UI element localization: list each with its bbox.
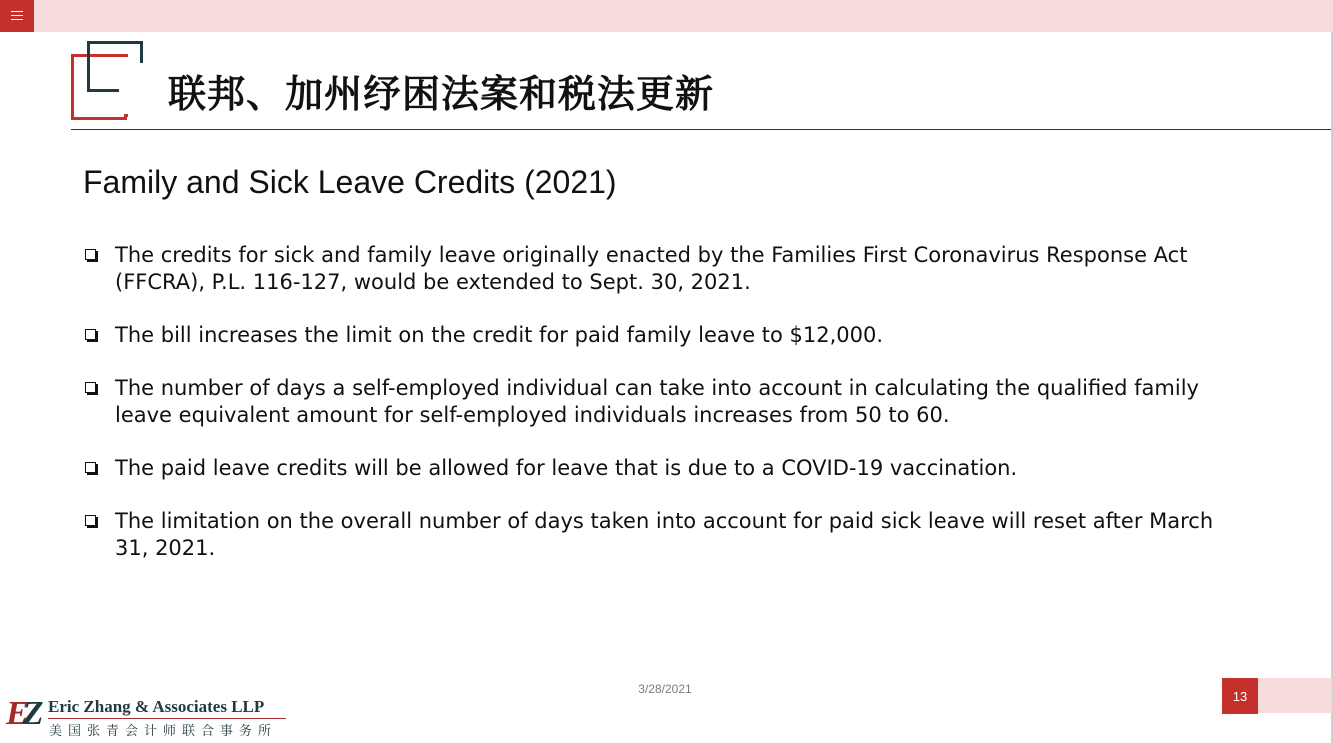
bullet-text: The credits for sick and family leave originally enacted by the Families First Coronavirus Response Act (FFCRA), P.L. 116-127, would be extended to Sept. 30, 2021. xyxy=(115,243,1188,294)
bullet-item xyxy=(84,508,1234,562)
square-bullet-icon xyxy=(85,515,96,526)
title-frame-dark-decoration xyxy=(87,41,142,92)
bullet-text: The limitation on the overall number of days taken into account for paid sick leave will reset after March 31, 2021. xyxy=(115,509,1214,560)
bullet-item xyxy=(84,455,1234,482)
square-bullet-icon xyxy=(85,462,96,473)
square-bullet-icon xyxy=(85,382,96,393)
menu-button[interactable] xyxy=(0,0,34,32)
firm-name-divider xyxy=(48,718,286,719)
bullet-text: The number of days a self-employed individual can take into account in calculating the qualified family leave equivalent amount for self-employed individuals increases from 50 to 60. xyxy=(115,376,1199,427)
firm-name: Eric Zhang & Associates LLP xyxy=(48,697,265,716)
slide-heading: Family and Sick Leave Credits (2021) xyxy=(83,164,617,200)
hamburger-menu-icon xyxy=(11,11,23,21)
bullet-item xyxy=(84,322,1234,349)
bullet-text: The bill increases the limit on the credit for paid family leave to $12,000. xyxy=(115,323,884,347)
title-frame-dark-decoration xyxy=(140,41,143,63)
page-title: 联邦、加州纾困法案和税法更新 xyxy=(168,72,715,116)
bullet-item xyxy=(84,242,1234,296)
bullet-text: The paid leave credits will be allowed for leave that is due to a COVID-19 vaccination. xyxy=(115,456,1018,480)
square-bullet-icon xyxy=(85,329,96,340)
firm-name-chinese: 美国张青会计师联合事务所 xyxy=(49,724,278,739)
title-divider xyxy=(71,129,1331,130)
footer-date: 3/28/2021 xyxy=(638,682,692,696)
firm-logo-icon: EZ xyxy=(6,695,38,732)
bullet-list xyxy=(84,242,1234,588)
bullet-item xyxy=(84,375,1234,429)
page-number: 13 xyxy=(1222,678,1258,714)
top-bar xyxy=(0,0,1333,32)
title-frame-dark-decoration xyxy=(87,89,119,92)
square-bullet-icon xyxy=(85,249,96,260)
title-frame-red-decoration xyxy=(124,114,128,117)
